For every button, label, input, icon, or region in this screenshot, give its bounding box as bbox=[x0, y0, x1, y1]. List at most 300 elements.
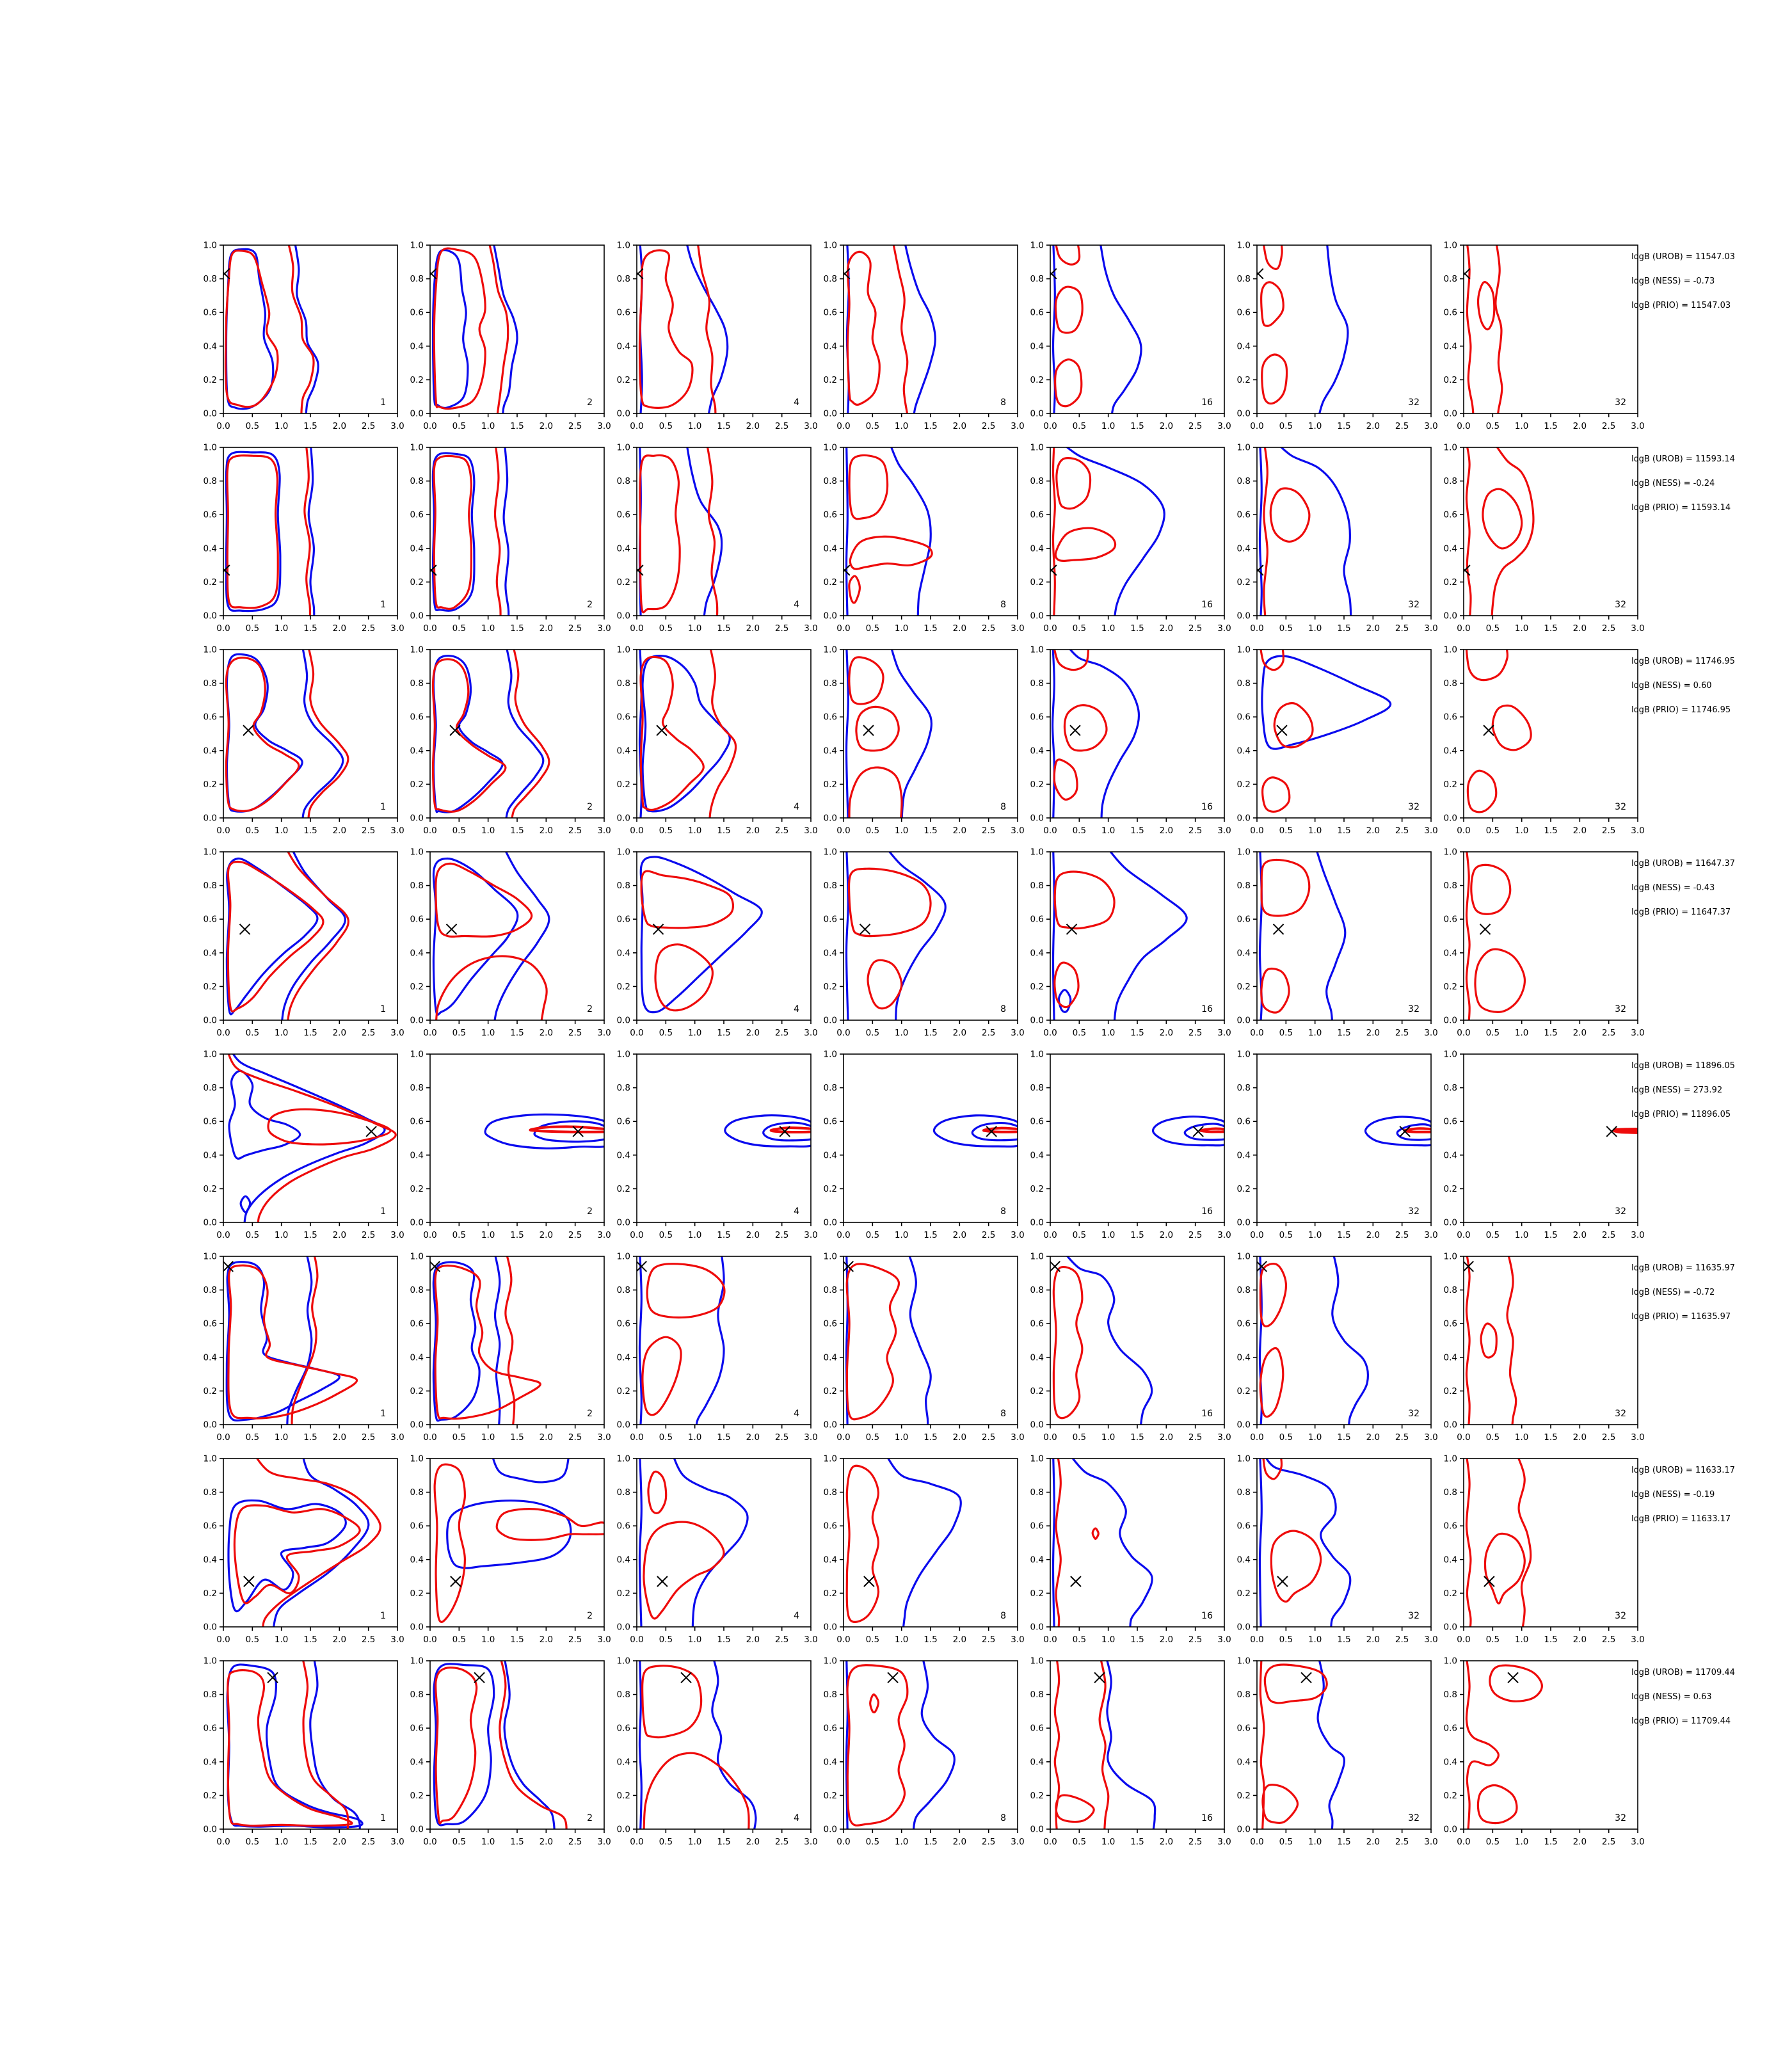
axes-box bbox=[637, 1459, 811, 1627]
red-contour bbox=[268, 1109, 390, 1144]
subplot-corner-label: 4 bbox=[794, 1611, 799, 1621]
x-tick-label: 1.5 bbox=[510, 1028, 524, 1038]
x-tick-label: 2.5 bbox=[361, 1837, 376, 1847]
x-tick-label: 0.5 bbox=[452, 1635, 467, 1645]
x-tick-label: 2.5 bbox=[1395, 1230, 1409, 1240]
subplot-r2c2 bbox=[399, 442, 613, 643]
subplot-r4c7 bbox=[1433, 847, 1647, 1047]
y-tick-label: 0.8 bbox=[1236, 274, 1251, 285]
x-tick-label: 3.0 bbox=[390, 421, 404, 431]
x-tick-label: 2.0 bbox=[539, 623, 554, 634]
y-tick-label: 0.4 bbox=[823, 341, 837, 352]
red-contour bbox=[1055, 963, 1078, 1007]
y-tick-label: 0.6 bbox=[203, 1318, 217, 1329]
x-tick-label: 1.0 bbox=[274, 1432, 289, 1443]
y-tick-label: 0.0 bbox=[823, 1015, 837, 1026]
x-marker bbox=[1480, 924, 1491, 934]
y-tick-label: 0.4 bbox=[203, 1757, 217, 1768]
y-tick-label: 1.0 bbox=[1443, 847, 1457, 858]
x-tick-label: 1.5 bbox=[1337, 1635, 1351, 1645]
y-tick-label: 0.2 bbox=[1443, 981, 1457, 992]
y-tick-label: 1.0 bbox=[1030, 1656, 1044, 1667]
x-tick-label: 0.0 bbox=[1250, 826, 1264, 836]
x-tick-label: 1.5 bbox=[924, 1837, 938, 1847]
y-tick-label: 0.2 bbox=[203, 779, 217, 790]
y-tick-label: 0.0 bbox=[410, 1015, 424, 1026]
y-tick-label: 1.0 bbox=[1030, 644, 1044, 655]
x-tick-label: 3.0 bbox=[1217, 1635, 1231, 1645]
x-tick-label: 1.0 bbox=[1514, 1230, 1529, 1240]
y-tick-label: 0.6 bbox=[1443, 509, 1457, 520]
row-annotation-urob: logB (UROB) = 11896.05 bbox=[1631, 1061, 1735, 1071]
x-tick-label: 2.0 bbox=[1159, 1837, 1174, 1847]
y-tick-label: 0.2 bbox=[1030, 1386, 1044, 1396]
x-tick-label: 1.0 bbox=[1514, 1028, 1529, 1038]
y-tick-label: 0.0 bbox=[1443, 1824, 1457, 1835]
subplot-corner-label: 8 bbox=[1000, 397, 1006, 408]
y-tick-label: 0.0 bbox=[823, 408, 837, 419]
contour-lines bbox=[1053, 1452, 1153, 1634]
y-tick-label: 0.2 bbox=[1443, 1386, 1457, 1396]
x-tick-label: 2.5 bbox=[981, 1028, 996, 1038]
subplot-corner-label: 32 bbox=[1615, 1409, 1626, 1419]
x-tick-label: 3.0 bbox=[1424, 1635, 1438, 1645]
x-tick-label: 1.0 bbox=[481, 1837, 495, 1847]
row-annotation-urob: logB (UROB) = 11547.03 bbox=[1631, 252, 1735, 262]
x-tick-label: 0.5 bbox=[1279, 1635, 1293, 1645]
x-marker bbox=[474, 1672, 484, 1683]
subplot-r6c7 bbox=[1433, 1251, 1647, 1452]
y-tick-label: 0.2 bbox=[823, 577, 837, 588]
x-tick-label: 2.5 bbox=[1395, 1028, 1409, 1038]
y-tick-label: 0.2 bbox=[616, 374, 630, 385]
subplot-corner-label: 4 bbox=[794, 600, 799, 610]
contour-lines bbox=[847, 1654, 955, 1836]
blue-contour bbox=[227, 1262, 339, 1421]
subplot-r8c1 bbox=[193, 1656, 406, 1856]
y-tick-label: 0.4 bbox=[410, 1352, 424, 1363]
y-tick-label: 0.0 bbox=[616, 408, 630, 419]
y-tick-label: 0.4 bbox=[410, 341, 424, 352]
x-marker bbox=[860, 924, 870, 934]
x-tick-label: 2.0 bbox=[1572, 1432, 1587, 1443]
x-tick-label: 3.0 bbox=[1631, 1432, 1645, 1443]
contour-lines bbox=[640, 1452, 748, 1634]
x-tick-label: 1.5 bbox=[510, 623, 524, 634]
red-contour bbox=[1466, 1250, 1470, 1432]
x-tick-label: 0.0 bbox=[1457, 1635, 1471, 1645]
y-tick-label: 0.2 bbox=[1236, 1386, 1251, 1396]
x-tick-label: 3.0 bbox=[1011, 826, 1025, 836]
x-tick-label: 2.5 bbox=[981, 421, 996, 431]
blue-contour bbox=[890, 643, 932, 825]
y-tick-label: 0.6 bbox=[616, 1116, 630, 1127]
y-tick-label: 0.0 bbox=[616, 1622, 630, 1633]
red-contour bbox=[870, 1695, 879, 1713]
x-tick-label: 1.5 bbox=[1544, 421, 1558, 431]
y-tick-label: 0.2 bbox=[203, 1386, 217, 1396]
blue-contour bbox=[227, 858, 317, 1014]
x-tick-label: 1.5 bbox=[303, 1635, 317, 1645]
x-tick-label: 3.0 bbox=[597, 421, 611, 431]
x-tick-label: 1.0 bbox=[481, 1028, 495, 1038]
y-tick-label: 0.4 bbox=[203, 1555, 217, 1565]
x-tick-label: 1.5 bbox=[717, 826, 731, 836]
red-contour bbox=[849, 576, 860, 603]
y-tick-label: 0.0 bbox=[1236, 408, 1251, 419]
x-tick-label: 1.0 bbox=[687, 826, 702, 836]
x-tick-label: 3.0 bbox=[1631, 421, 1645, 431]
blue-contour bbox=[640, 1250, 642, 1432]
subplot-corner-label: 4 bbox=[794, 1004, 799, 1014]
x-tick-label: 2.0 bbox=[952, 421, 967, 431]
x-marker bbox=[1071, 1576, 1081, 1587]
x-tick-label: 3.0 bbox=[390, 1432, 404, 1443]
subplot-corner-label: 4 bbox=[794, 1813, 799, 1823]
x-tick-label: 0.5 bbox=[245, 1837, 260, 1847]
subplot-corner-label: 32 bbox=[1615, 1004, 1626, 1014]
x-tick-label: 0.5 bbox=[245, 1230, 260, 1240]
y-tick-label: 0.2 bbox=[1443, 779, 1457, 790]
x-tick-label: 3.0 bbox=[1011, 1028, 1025, 1038]
x-tick-label: 2.5 bbox=[361, 1230, 376, 1240]
y-tick-label: 0.6 bbox=[1443, 1723, 1457, 1734]
red-contour bbox=[1490, 1665, 1542, 1701]
x-tick-label: 0.5 bbox=[1072, 1837, 1087, 1847]
x-tick-label: 2.0 bbox=[1572, 1230, 1587, 1240]
x-tick-label: 0.5 bbox=[1485, 1837, 1500, 1847]
y-tick-label: 1.0 bbox=[410, 644, 424, 655]
x-marker bbox=[1484, 725, 1494, 735]
red-contour bbox=[1265, 1665, 1327, 1703]
x-tick-label: 3.0 bbox=[1631, 826, 1645, 836]
red-contour bbox=[1262, 355, 1287, 404]
subplot-r7c2 bbox=[399, 1453, 613, 1654]
y-tick-label: 0.0 bbox=[823, 611, 837, 621]
y-tick-label: 0.6 bbox=[1030, 1521, 1044, 1532]
x-tick-label: 0.0 bbox=[1250, 1230, 1264, 1240]
y-tick-label: 0.6 bbox=[1030, 1116, 1044, 1127]
x-tick-label: 1.0 bbox=[1514, 421, 1529, 431]
x-tick-label: 1.0 bbox=[481, 1432, 495, 1443]
x-tick-label: 0.5 bbox=[1485, 623, 1500, 634]
x-tick-label: 1.5 bbox=[717, 421, 731, 431]
red-contour bbox=[1468, 771, 1496, 812]
x-tick-label: 1.0 bbox=[894, 1028, 909, 1038]
y-tick-label: 0.8 bbox=[1443, 678, 1457, 689]
x-tick-label: 3.0 bbox=[390, 826, 404, 836]
x-tick-label: 0.0 bbox=[1043, 1432, 1057, 1443]
y-tick-label: 0.2 bbox=[823, 981, 837, 992]
y-tick-label: 0.6 bbox=[1236, 509, 1251, 520]
contour-lines bbox=[1053, 845, 1187, 1027]
axes-box bbox=[223, 650, 397, 818]
x-tick-label: 2.5 bbox=[361, 1028, 376, 1038]
y-tick-label: 0.8 bbox=[1236, 476, 1251, 487]
y-tick-label: 0.6 bbox=[1443, 712, 1457, 723]
y-tick-label: 0.2 bbox=[410, 1386, 424, 1396]
y-tick-label: 0.8 bbox=[1030, 476, 1044, 487]
x-tick-label: 0.5 bbox=[1072, 421, 1087, 431]
red-contour bbox=[850, 536, 932, 569]
red-contour bbox=[1263, 1785, 1298, 1823]
x-tick-label: 0.5 bbox=[865, 623, 880, 634]
x-tick-label: 2.0 bbox=[539, 1432, 554, 1443]
contour-lines bbox=[1466, 441, 1533, 623]
x-tick-label: 3.0 bbox=[804, 623, 818, 634]
row-annotation-prio: logB (PRIO) = 11635.97 bbox=[1631, 1312, 1731, 1322]
subplot-r3c1 bbox=[193, 644, 406, 845]
y-tick-label: 0.6 bbox=[1443, 307, 1457, 318]
x-tick-label: 0.0 bbox=[1250, 623, 1264, 634]
y-tick-label: 0.0 bbox=[616, 1015, 630, 1026]
subplot-r8c2 bbox=[399, 1656, 613, 1856]
x-tick-label: 1.0 bbox=[481, 1635, 495, 1645]
subplot-corner-label: 8 bbox=[1000, 1004, 1006, 1014]
blue-contour bbox=[1059, 990, 1070, 1012]
x-tick-label: 2.5 bbox=[981, 1635, 996, 1645]
y-tick-label: 0.0 bbox=[1236, 1420, 1251, 1430]
y-tick-label: 0.2 bbox=[1236, 374, 1251, 385]
y-tick-label: 1.0 bbox=[1236, 847, 1251, 858]
x-marker bbox=[366, 1126, 376, 1137]
y-tick-label: 0.4 bbox=[1236, 341, 1251, 352]
red-contour bbox=[234, 1505, 360, 1603]
y-tick-label: 0.4 bbox=[1030, 543, 1044, 554]
subplot-corner-label: 4 bbox=[794, 802, 799, 812]
x-tick-label: 2.5 bbox=[1395, 623, 1409, 634]
x-tick-label: 0.5 bbox=[659, 1837, 673, 1847]
y-tick-label: 0.0 bbox=[1236, 1015, 1251, 1026]
contour-lines bbox=[847, 845, 946, 1027]
x-tick-label: 0.0 bbox=[423, 1837, 437, 1847]
blue-contour bbox=[1105, 1654, 1155, 1836]
x-tick-label: 0.5 bbox=[659, 1230, 673, 1240]
y-tick-label: 0.4 bbox=[1030, 1757, 1044, 1768]
contour-lines bbox=[1260, 1452, 1350, 1634]
y-tick-label: 0.8 bbox=[410, 881, 424, 892]
red-contour bbox=[1056, 1452, 1060, 1634]
x-marker bbox=[240, 924, 250, 934]
y-tick-label: 0.4 bbox=[1443, 746, 1457, 756]
y-tick-label: 0.8 bbox=[823, 274, 837, 285]
x-tick-label: 0.0 bbox=[216, 623, 230, 634]
subplot-r7c6 bbox=[1226, 1453, 1440, 1654]
row-annotation-ness: logB (NESS) = -0.24 bbox=[1631, 479, 1715, 488]
x-tick-label: 3.0 bbox=[804, 1837, 818, 1847]
x-tick-label: 0.0 bbox=[836, 421, 851, 431]
x-tick-label: 1.5 bbox=[510, 1230, 524, 1240]
y-tick-label: 0.0 bbox=[1030, 1622, 1044, 1633]
y-tick-label: 0.8 bbox=[823, 1690, 837, 1700]
row-annotation-prio: logB (PRIO) = 11896.05 bbox=[1631, 1110, 1731, 1119]
x-tick-label: 1.5 bbox=[510, 1432, 524, 1443]
subplot-corner-label: 32 bbox=[1408, 1206, 1420, 1217]
y-tick-label: 0.8 bbox=[410, 1487, 424, 1498]
x-tick-label: 1.5 bbox=[924, 623, 938, 634]
red-contour bbox=[228, 861, 323, 1011]
x-tick-label: 0.5 bbox=[659, 1028, 673, 1038]
x-tick-label: 1.5 bbox=[717, 1837, 731, 1847]
y-tick-label: 0.6 bbox=[410, 1723, 424, 1734]
x-tick-label: 2.5 bbox=[361, 421, 376, 431]
contour-lines bbox=[1153, 1117, 1230, 1146]
blue-contour bbox=[908, 1250, 931, 1432]
y-tick-label: 0.8 bbox=[203, 1690, 217, 1700]
x-tick-label: 1.0 bbox=[894, 1635, 909, 1645]
x-tick-label: 1.0 bbox=[274, 1230, 289, 1240]
axes-box bbox=[1050, 1054, 1224, 1222]
y-tick-label: 1.0 bbox=[1030, 1453, 1044, 1464]
red-contour bbox=[640, 455, 680, 612]
red-contour bbox=[1201, 1128, 1229, 1132]
x-tick-label: 1.0 bbox=[1514, 623, 1529, 634]
x-tick-label: 0.5 bbox=[865, 1432, 880, 1443]
red-contour bbox=[648, 1471, 666, 1513]
contour-lines bbox=[227, 845, 348, 1027]
x-tick-label: 2.5 bbox=[568, 1635, 582, 1645]
x-tick-label: 1.0 bbox=[481, 1230, 495, 1240]
axes-box bbox=[223, 1256, 397, 1425]
x-marker bbox=[888, 1672, 898, 1683]
y-tick-label: 0.6 bbox=[203, 509, 217, 520]
subplot-corner-label: 8 bbox=[1000, 1813, 1006, 1823]
axes-box bbox=[1464, 1054, 1638, 1222]
x-tick-label: 0.5 bbox=[245, 1432, 260, 1443]
x-tick-label: 0.5 bbox=[1485, 1432, 1500, 1443]
x-tick-label: 1.5 bbox=[1337, 623, 1351, 634]
x-tick-label: 3.0 bbox=[597, 1230, 611, 1240]
blue-contour bbox=[640, 1452, 642, 1634]
y-tick-label: 0.6 bbox=[1236, 712, 1251, 723]
blue-contour bbox=[1263, 1452, 1350, 1634]
x-tick-label: 3.0 bbox=[390, 1635, 404, 1645]
y-tick-label: 0.6 bbox=[823, 1723, 837, 1734]
y-tick-label: 0.0 bbox=[616, 1217, 630, 1228]
row-annotation-prio: logB (PRIO) = 11547.03 bbox=[1631, 301, 1731, 310]
x-tick-label: 2.0 bbox=[1366, 1432, 1380, 1443]
red-contour bbox=[227, 456, 278, 608]
x-tick-label: 3.0 bbox=[1424, 1028, 1438, 1038]
row-annotation-urob: logB (UROB) = 11709.44 bbox=[1631, 1668, 1735, 1677]
x-tick-label: 0.0 bbox=[1043, 623, 1057, 634]
y-tick-label: 0.0 bbox=[1443, 1217, 1457, 1228]
x-tick-label: 0.0 bbox=[216, 1028, 230, 1038]
y-tick-label: 0.6 bbox=[203, 1723, 217, 1734]
x-tick-label: 2.5 bbox=[1188, 421, 1203, 431]
y-tick-label: 0.0 bbox=[203, 1824, 217, 1835]
x-tick-label: 2.5 bbox=[981, 1230, 996, 1240]
contour-lines bbox=[228, 1452, 380, 1634]
x-tick-label: 1.5 bbox=[924, 826, 938, 836]
blue-contour bbox=[491, 1452, 569, 1482]
x-tick-label: 0.5 bbox=[1072, 1028, 1087, 1038]
x-tick-label: 2.0 bbox=[952, 826, 967, 836]
x-tick-label: 1.0 bbox=[894, 421, 909, 431]
subplot-corner-label: 2 bbox=[587, 1611, 593, 1621]
blue-contour bbox=[433, 1262, 479, 1421]
row-annotation-urob: logB (UROB) = 11635.97 bbox=[1631, 1263, 1735, 1273]
x-tick-label: 0.5 bbox=[1072, 1230, 1087, 1240]
subplot-corner-label: 2 bbox=[587, 600, 593, 610]
row-annotation-ness: logB (NESS) = 0.60 bbox=[1631, 681, 1712, 691]
x-tick-label: 1.5 bbox=[1544, 1432, 1558, 1443]
y-tick-label: 1.0 bbox=[616, 644, 630, 655]
subplot-r5c6 bbox=[1226, 1049, 1440, 1249]
red-contour bbox=[1055, 239, 1079, 265]
y-tick-label: 0.2 bbox=[616, 981, 630, 992]
x-tick-label: 2.0 bbox=[952, 1635, 967, 1645]
subplot-r7c4 bbox=[813, 1453, 1027, 1654]
subplot-r4c4 bbox=[813, 847, 1027, 1047]
red-contour bbox=[1092, 1528, 1098, 1539]
x-tick-label: 1.0 bbox=[274, 1028, 289, 1038]
subplot-corner-label: 4 bbox=[794, 1206, 799, 1217]
y-tick-label: 0.8 bbox=[616, 1690, 630, 1700]
blue-contour bbox=[494, 1250, 500, 1432]
x-tick-label: 1.5 bbox=[303, 1230, 317, 1240]
x-tick-label: 2.0 bbox=[1366, 826, 1380, 836]
y-tick-label: 1.0 bbox=[1030, 1251, 1044, 1262]
red-contour bbox=[497, 1509, 609, 1540]
y-tick-label: 0.2 bbox=[410, 1183, 424, 1194]
x-tick-label: 3.0 bbox=[390, 1028, 404, 1038]
subplot-corner-label: 32 bbox=[1615, 397, 1626, 408]
y-tick-label: 1.0 bbox=[616, 1656, 630, 1667]
red-contour bbox=[1466, 1452, 1471, 1634]
subplot-r7c5 bbox=[1020, 1453, 1233, 1654]
x-tick-label: 2.0 bbox=[1366, 1230, 1380, 1240]
x-tick-label: 0.5 bbox=[1072, 1635, 1087, 1645]
x-tick-label: 0.0 bbox=[836, 1028, 851, 1038]
x-tick-label: 1.0 bbox=[1101, 421, 1116, 431]
blue-contour bbox=[712, 1654, 756, 1836]
y-tick-label: 0.4 bbox=[823, 1757, 837, 1768]
y-tick-label: 0.6 bbox=[1236, 1116, 1251, 1127]
y-tick-label: 0.4 bbox=[1030, 746, 1044, 756]
x-tick-label: 3.0 bbox=[1217, 1230, 1231, 1240]
subplot-r3c6 bbox=[1226, 644, 1440, 845]
row-annotation-ness: logB (NESS) = 273.92 bbox=[1631, 1085, 1723, 1095]
axes-box bbox=[430, 1054, 604, 1222]
contour-lines bbox=[225, 239, 318, 420]
red-contour bbox=[1466, 441, 1471, 623]
x-tick-label: 3.0 bbox=[1631, 1230, 1645, 1240]
y-tick-label: 0.4 bbox=[616, 1150, 630, 1161]
y-tick-label: 0.4 bbox=[1236, 1555, 1251, 1565]
x-marker bbox=[1277, 1576, 1288, 1587]
y-tick-label: 1.0 bbox=[1443, 240, 1457, 251]
y-tick-label: 0.6 bbox=[203, 914, 217, 925]
y-tick-label: 0.4 bbox=[1030, 341, 1044, 352]
y-tick-label: 0.2 bbox=[1030, 577, 1044, 588]
contour-lines bbox=[1053, 643, 1139, 825]
y-tick-label: 0.2 bbox=[616, 1386, 630, 1396]
y-tick-label: 0.8 bbox=[1030, 678, 1044, 689]
red-contour bbox=[1483, 489, 1522, 548]
y-tick-label: 1.0 bbox=[1236, 240, 1251, 251]
red-contour bbox=[284, 845, 348, 1027]
blue-contour bbox=[1332, 1250, 1368, 1432]
x-tick-label: 1.0 bbox=[1101, 623, 1116, 634]
x-tick-label: 1.0 bbox=[481, 623, 495, 634]
x-tick-label: 1.5 bbox=[1130, 421, 1144, 431]
blue-contour bbox=[1068, 1452, 1152, 1634]
y-tick-label: 0.2 bbox=[410, 374, 424, 385]
x-tick-label: 1.5 bbox=[924, 1432, 938, 1443]
row-annotation-prio: logB (PRIO) = 11633.17 bbox=[1631, 1514, 1731, 1524]
x-tick-label: 1.0 bbox=[894, 826, 909, 836]
